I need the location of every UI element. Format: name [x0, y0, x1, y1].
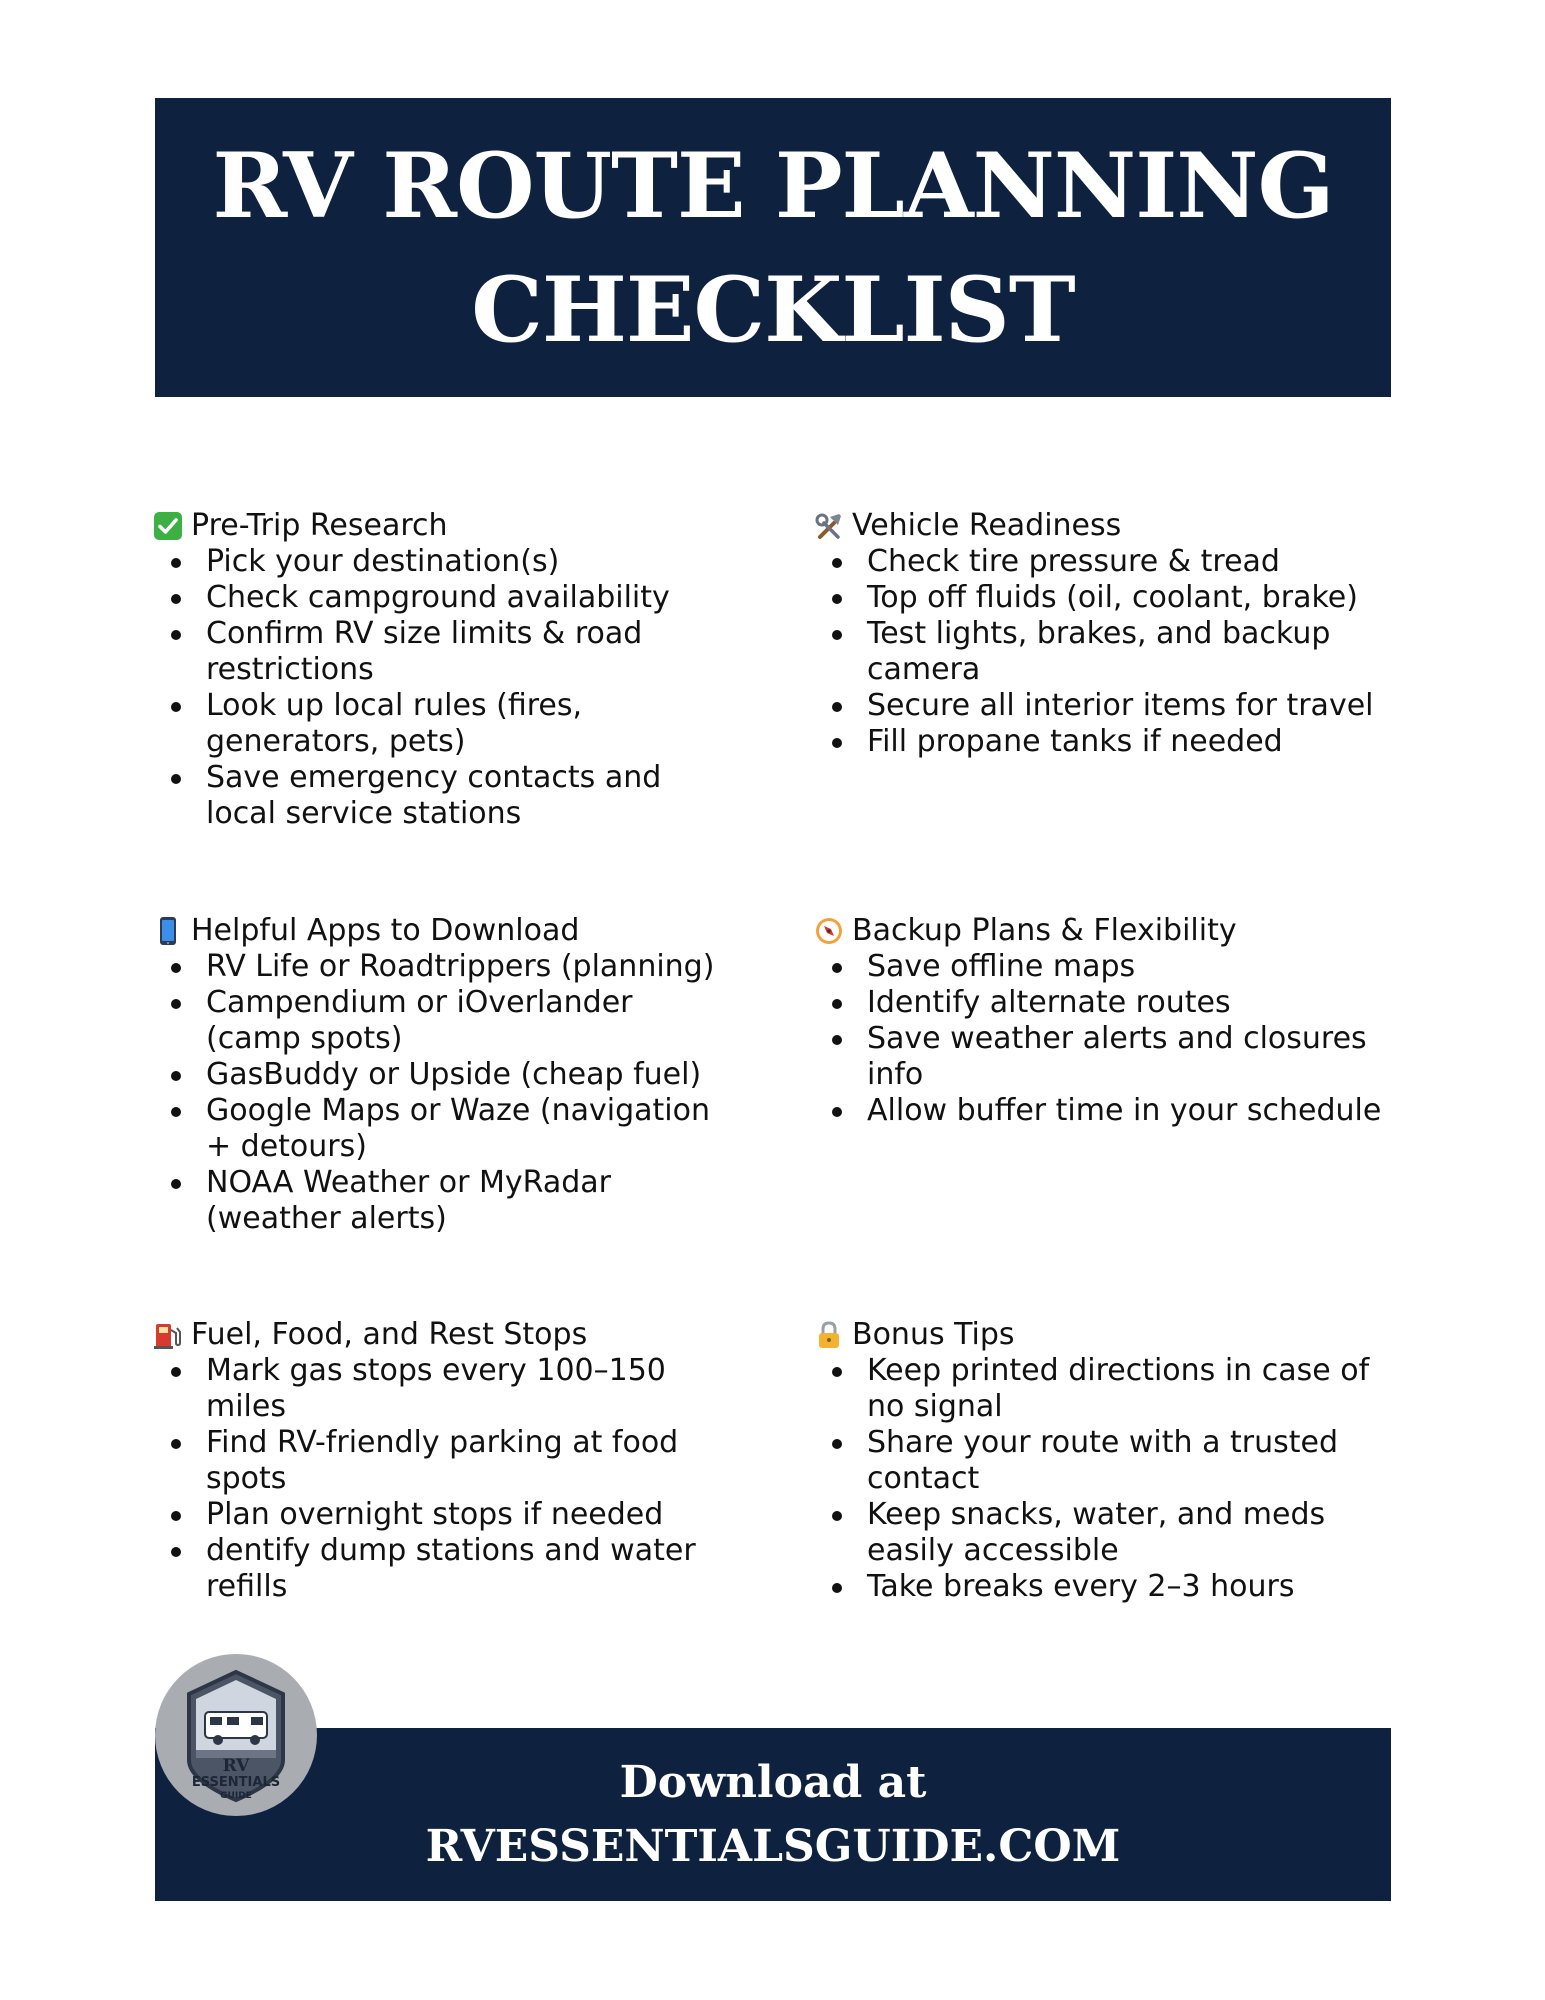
title-banner — [155, 98, 1391, 397]
lock-icon — [814, 1320, 844, 1350]
fuel-pump-icon — [153, 1320, 183, 1350]
checklist — [153, 949, 733, 1237]
section-heading-row — [814, 1317, 1394, 1353]
section-heading-row — [153, 913, 733, 949]
list-item: dentify dump stations and water refills — [153, 1533, 733, 1605]
section-heading: Bonus Tips — [852, 1317, 1015, 1352]
logo-text-rv: RV — [222, 1756, 250, 1776]
list-item: Check campground availability — [153, 580, 733, 616]
list-item: Fill propane tanks if needed — [814, 724, 1394, 760]
list-item: Take breaks every 2–3 hours — [814, 1569, 1394, 1605]
section-helpful-apps — [153, 913, 733, 1237]
section-bonus-tips — [814, 1317, 1394, 1605]
list-item: Mark gas stops every 100–150 miles — [153, 1353, 733, 1425]
section-pre-trip-research — [153, 508, 733, 832]
section-heading-row — [814, 913, 1394, 949]
phone-icon — [153, 916, 183, 946]
footer-banner — [155, 1728, 1391, 1901]
section-heading-row — [153, 1317, 733, 1353]
logo-text-essentials: ESSENTIALS — [191, 1775, 281, 1790]
list-item: Google Maps or Waze (navigation + detours) — [153, 1093, 733, 1165]
list-item: Save emergency contacts and local service stations — [153, 760, 733, 832]
logo-text-guide: GUIDE — [220, 1791, 252, 1801]
list-item: Share your route with a trusted contact — [814, 1425, 1394, 1497]
list-item: Keep snacks, water, and meds easily accessible — [814, 1497, 1394, 1569]
checklist — [814, 1353, 1394, 1605]
section-heading: Fuel, Food, and Rest Stops — [191, 1317, 588, 1352]
list-item: Test lights, brakes, and backup camera — [814, 616, 1394, 688]
compass-icon — [814, 916, 844, 946]
list-item: Identify alternate routes — [814, 985, 1394, 1021]
list-item: Save weather alerts and closures info — [814, 1021, 1394, 1093]
footer-website: RVESSENTIALSGUIDE.COM — [425, 1820, 1121, 1872]
checklist — [153, 544, 733, 832]
list-item: Save offline maps — [814, 949, 1394, 985]
section-backup-plans — [814, 913, 1394, 1129]
list-item: Pick your destination(s) — [153, 544, 733, 580]
checklist — [153, 1353, 733, 1605]
list-item: Confirm RV size limits & road restrictions — [153, 616, 733, 688]
list-item: NOAA Weather or MyRadar (weather alerts) — [153, 1165, 733, 1237]
title-line-2: CHECKLIST — [471, 256, 1075, 363]
section-vehicle-readiness — [814, 508, 1394, 760]
list-item: RV Life or Roadtrippers (planning) — [153, 949, 733, 985]
section-heading-row — [814, 508, 1394, 544]
section-fuel-food-rest — [153, 1317, 733, 1605]
list-item: Find RV-friendly parking at food spots — [153, 1425, 733, 1497]
tools-icon — [814, 511, 844, 541]
check-mark-icon — [153, 511, 183, 541]
list-item: Campendium or iOverlander (camp spots) — [153, 985, 733, 1057]
section-heading: Backup Plans & Flexibility — [852, 913, 1237, 948]
list-item: Plan overnight stops if needed — [153, 1497, 733, 1533]
section-heading: Pre-Trip Research — [191, 508, 448, 543]
list-item: Look up local rules (fires, generators, pets) — [153, 688, 733, 760]
title-line-1: RV ROUTE PLANNING — [212, 132, 1334, 239]
list-item: Check tire pressure & tread — [814, 544, 1394, 580]
list-item: Keep printed directions in case of no signal — [814, 1353, 1394, 1425]
checklist — [814, 544, 1394, 760]
section-heading: Helpful Apps to Download — [191, 913, 580, 948]
section-heading-row — [153, 508, 733, 544]
list-item: Allow buffer time in your schedule — [814, 1093, 1394, 1129]
list-item: Top off fluids (oil, coolant, brake) — [814, 580, 1394, 616]
list-item: Secure all interior items for travel — [814, 688, 1394, 724]
section-heading: Vehicle Readiness — [852, 508, 1122, 543]
footer-line-1: Download at — [619, 1756, 927, 1808]
list-item: GasBuddy or Upside (cheap fuel) — [153, 1057, 733, 1093]
checklist — [814, 949, 1394, 1129]
rv-essentials-logo — [155, 1654, 317, 1816]
